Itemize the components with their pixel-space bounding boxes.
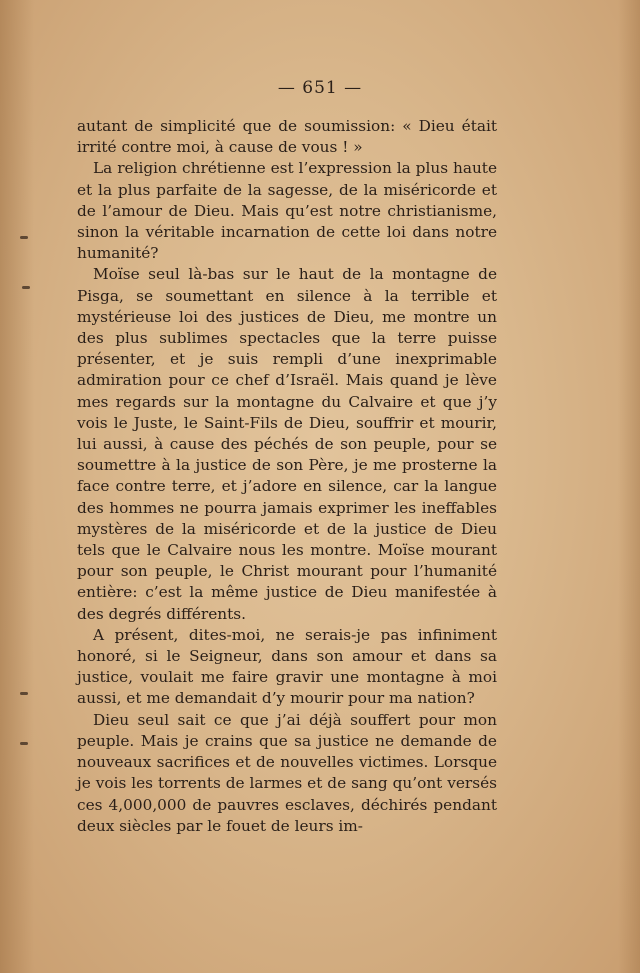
margin-mark xyxy=(20,236,28,239)
margin-mark xyxy=(20,692,28,695)
paragraph: autant de simplicité que de soumission: « Dieu était irrité contre moi, à cause de vous ! » xyxy=(77,117,497,157)
paragraph: Moïse seul là-bas sur le haut de la montagne de Pisga, se soumettant en silence à la terrible et mystérieuse loi des justices de Dieu, me montre un des plus sublimes spectacles que la terre puisse présenter, et je suis rempli d’une inexprimable admiration pour ce chef d’Israël. Mais quand je lève mes regards sur la montagne du Calvaire et que j’y vois le Juste, le Saint-Fils de Dieu, souffrir et mourir, lui aussi, à cause des péchés de son peuple, pour se soumettre à la justice de son Père, je me prosterne la face contre terre, et j’adore en silence, car la langue des hommes ne pourra jamais exprimer les ineffables mystères de la miséricorde et de la justice de Dieu tels que le Calvaire nous les montre. Moïse mourant pour son peuple, le Christ mourant pour l’humanité entière: c’est la même justice de Dieu manifestée à des degrés différents. xyxy=(77,265,497,623)
page-shadow-left xyxy=(0,0,34,973)
page-shadow-right xyxy=(618,0,640,973)
margin-mark xyxy=(20,742,28,745)
paragraph: A présent, dites-moi, ne serais-je pas infiniment honoré, si le Seigneur, dans son amour et dans sa justice, voulait me faire gravir une montagne à moi aussi, et me demandait d’y mourir pour ma nation? xyxy=(77,625,497,708)
margin-mark xyxy=(22,286,30,289)
paragraph: Dieu seul sait ce que j’ai déjà souffert pour mon peuple. Mais je crains que sa justice ne demande de nouveaux sacrifices et de nouvelles victimes. Lorsque je vois les torrents de larmes et de sang qu’ont versés ces 4,000,000 de pauvres esclaves, déchirés pendant deux siècles par le fouet de leurs im- xyxy=(77,710,497,835)
page-number: — 651 — xyxy=(277,78,363,98)
paragraph: La religion chrétienne est l’expression la plus haute et la plus parfaite de la sagesse, de la miséricorde et de l’amour de Dieu. Mais qu’est notre christianisme, sinon la véritable incarnation de cette loi dans notre humanité? xyxy=(77,159,497,263)
body-text xyxy=(77,116,497,837)
